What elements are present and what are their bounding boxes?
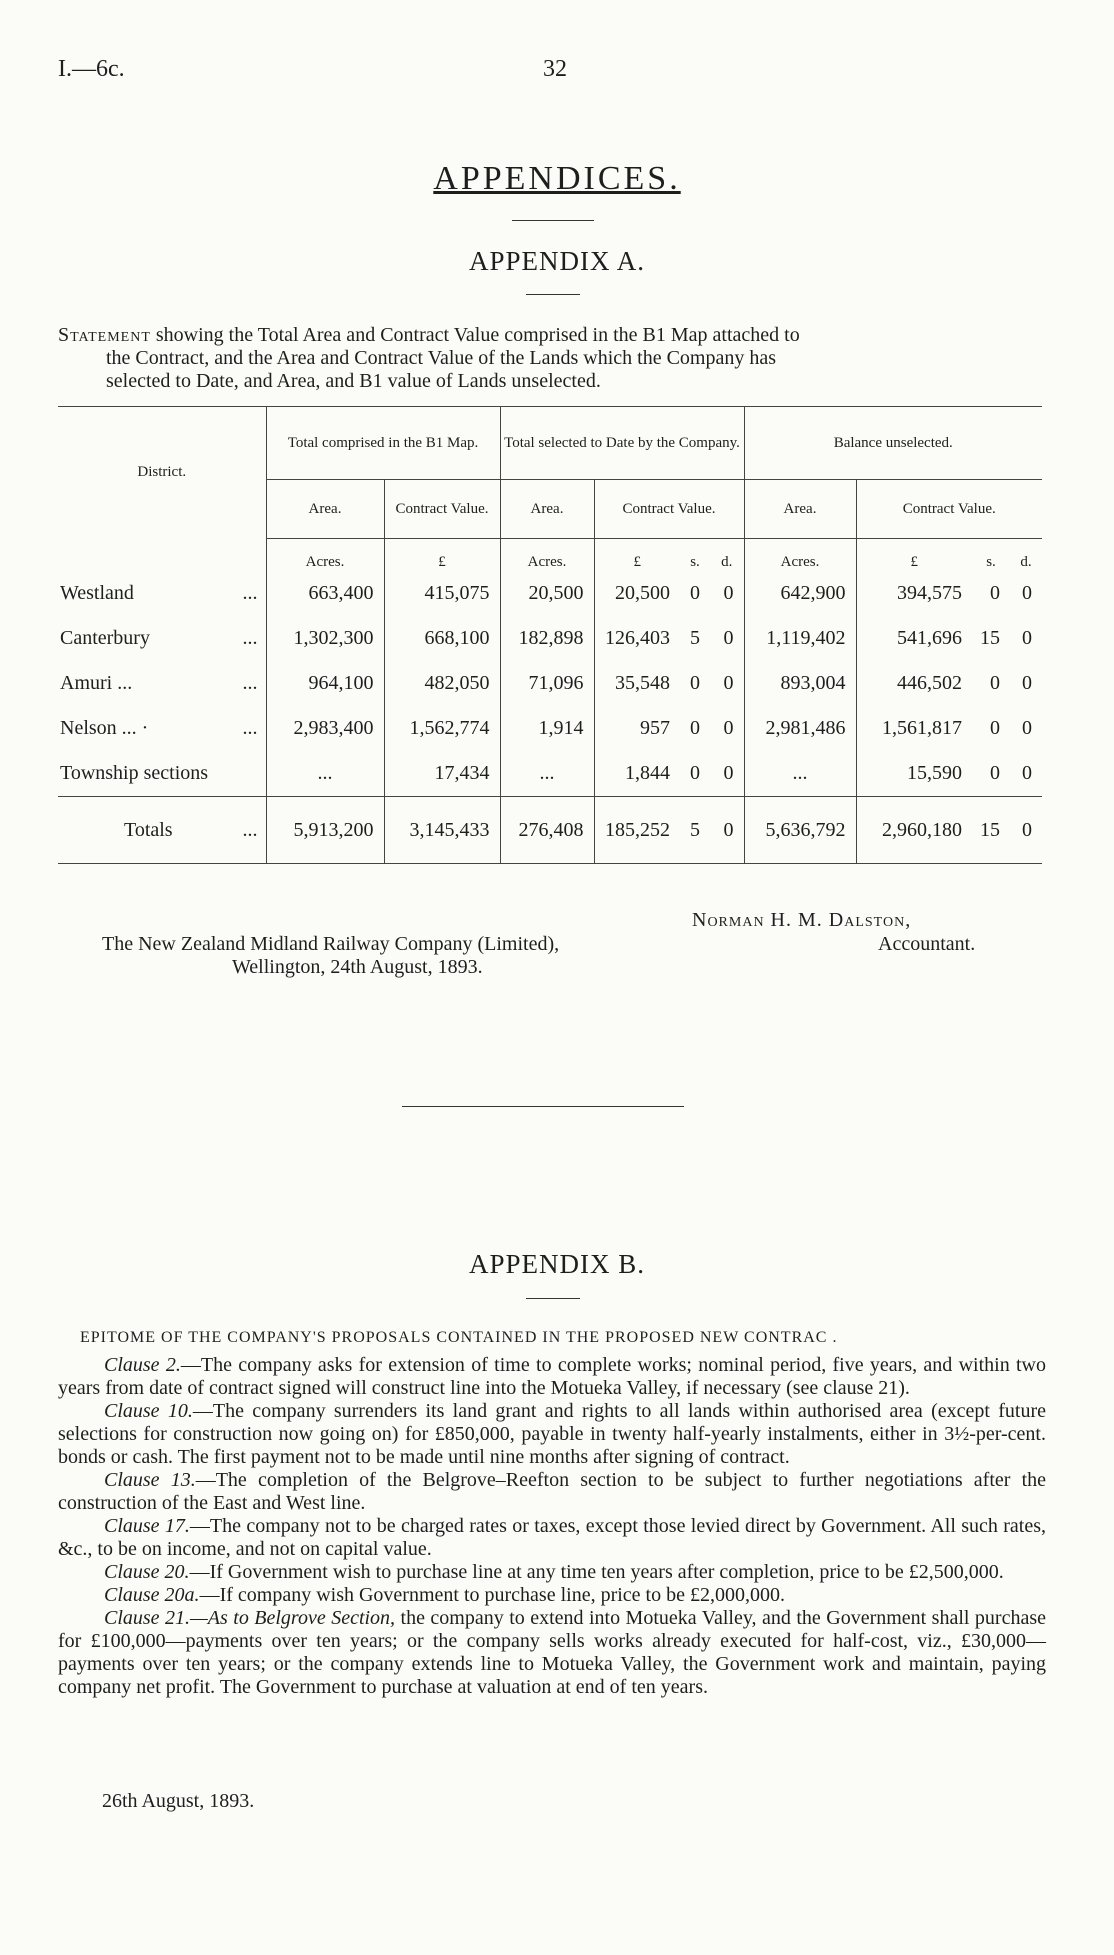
unit-pence: d. [1020, 554, 1032, 570]
clause-label: Clause 20. [104, 1561, 190, 1583]
table-row [58, 661, 1042, 706]
balance-pounds: 1,561,817 [856, 706, 972, 751]
appendices-title: APPENDICES. [433, 160, 681, 197]
selected-area-total: 276,408 [500, 797, 594, 864]
selected-pounds-total: 185,252 [594, 797, 680, 864]
balance-pounds: 541,696 [856, 616, 972, 661]
balance-pence: 0 [1022, 582, 1032, 604]
selected-pounds: 957 [594, 706, 680, 751]
page-number: 32 [543, 56, 567, 82]
totals-row [58, 797, 1042, 864]
leader-dots: ... [242, 672, 258, 694]
leader-dots: ... [242, 717, 258, 739]
col-district: District. [58, 407, 266, 539]
clause-text: —If company wish Government to purchase line, price to be £2,000,000. [199, 1584, 785, 1606]
b1-area-total: 5,913,200 [266, 797, 384, 864]
balance-shillings: 0 [990, 582, 1000, 604]
selected-shillings: 0 [690, 717, 700, 739]
statement-line: showing the Total Area and Contract Value comprised in the B1 Map attached to [150, 324, 800, 346]
balance-pence: 0 [1022, 672, 1032, 694]
selected-pence-total: 0 [710, 797, 744, 864]
balance-shillings-total: 15 [972, 797, 1010, 864]
totals-label: Totals [124, 818, 173, 841]
clause-text: —If Government wish to purchase line at any time ten years after completion, price to be £2,500,000. [189, 1561, 1004, 1583]
balance-pounds: 394,575 [856, 571, 972, 616]
balance-shillings: 15 [980, 627, 1000, 649]
b1-area: 964,100 [266, 661, 384, 706]
table-row [58, 616, 1042, 661]
group-selected: Total selected to Date by the Company. [500, 407, 744, 480]
units-row [58, 539, 1042, 572]
selected-pounds: 126,403 [594, 616, 680, 661]
b1-value-total: 3,145,433 [384, 797, 500, 864]
balance-pence-total: 0 [1010, 797, 1042, 864]
col-contract-value: Contract Value. [384, 480, 500, 539]
unit-pound: £ [856, 539, 972, 572]
balance-pounds: 15,590 [856, 751, 972, 797]
clause-text: —The company asks for extension of time to complete works; nominal period, five years, and within two years from date of contract signed will construct line into the Motueka Valley, if necessary (see clause 21). [58, 1354, 1047, 1399]
divider [512, 220, 594, 221]
selected-shillings-total: 5 [680, 797, 710, 864]
leader-dots: ... [242, 818, 258, 841]
b1-value: 1,562,774 [384, 706, 500, 751]
clause-text: —The completion of the Belgrove–Reefton section to be subject to further negotiations after the construction of the East and West line. [58, 1469, 1046, 1514]
selected-area: 20,500 [500, 571, 594, 616]
clause-label: Clause 10. [104, 1400, 193, 1422]
unit-pence: d. [721, 554, 733, 570]
selected-shillings: 5 [690, 627, 700, 649]
statement-line: selected to Date, and Area, and B1 value of Lands unselected. [106, 370, 601, 392]
balance-pence: 0 [1022, 627, 1032, 649]
col-area: Area. [500, 480, 594, 539]
divider [526, 1298, 580, 1299]
balance-shillings: 0 [990, 717, 1000, 739]
clause-paragraph [58, 1584, 1046, 1607]
clause-label: Clause 2. [104, 1354, 181, 1376]
clause-paragraph [58, 1607, 1046, 1699]
district-name: Canterbury [60, 627, 150, 649]
balance-area: 1,119,402 [744, 616, 856, 661]
clause-label: Clause 21.—As to Belgrove Section, [104, 1607, 396, 1629]
selected-pence: 0 [723, 672, 734, 694]
statement-table [58, 406, 1042, 864]
company-name: The New Zealand Midland Railway Company (Limited), [102, 933, 560, 955]
b1-area: 2,983,400 [266, 706, 384, 751]
selected-pence: 0 [723, 717, 734, 739]
table-row [58, 571, 1042, 616]
balance-pounds: 446,502 [856, 661, 972, 706]
balance-pounds-total: 2,960,180 [856, 797, 972, 864]
selected-shillings: 0 [690, 672, 700, 694]
leader-dots: ... [242, 582, 258, 604]
selected-pounds: 1,844 [594, 751, 680, 797]
appendix-b-heading: APPENDIX B. [468, 1249, 646, 1279]
selected-area: 1,914 [500, 706, 594, 751]
balance-area: 893,004 [744, 661, 856, 706]
unit-shillings: s. [690, 554, 700, 570]
balance-shillings: 0 [990, 672, 1000, 694]
balance-pence: 0 [1022, 762, 1032, 784]
leader-dots: ... [242, 627, 258, 649]
appendix-a-heading: APPENDIX A. [468, 246, 646, 276]
selected-pence: 0 [723, 582, 734, 604]
col-area: Area. [744, 480, 856, 539]
statement-line: the Contract, and the Area and Contract Value of the Lands which the Company has [106, 347, 776, 369]
group-b1-map: Total comprised in the B1 Map. [266, 407, 500, 480]
place-date: Wellington, 24th August, 1893. [232, 956, 483, 978]
signatory-title: Accountant. [878, 933, 976, 955]
clause-label: Clause 17. [104, 1515, 190, 1537]
statement-lead: Statement [58, 324, 151, 346]
selected-pounds: 20,500 [594, 571, 680, 616]
selected-area: 182,898 [500, 616, 594, 661]
selected-shillings: 0 [690, 762, 700, 784]
section-separator [402, 1106, 684, 1107]
clauses-block [58, 1354, 1046, 1699]
b1-value: 17,434 [384, 751, 500, 797]
balance-area: 2,981,486 [744, 706, 856, 751]
b1-value: 668,100 [384, 616, 500, 661]
clause-paragraph [58, 1515, 1046, 1561]
clause-text: —The company surrenders its land grant and rights to all lands within authorised area (except future selections for construction now going on) for £850,000, payable in twenty half-yearly instalments, either in 3½-per-cent. bonds or cash. The first payment not to be made until nine months after signing of contract. [58, 1400, 1046, 1468]
b1-value: 415,075 [384, 571, 500, 616]
b1-area: 1,302,300 [266, 616, 384, 661]
clause-paragraph [58, 1561, 1046, 1584]
selected-shillings: 0 [690, 582, 700, 604]
page-reference: I.—6c. [58, 56, 125, 82]
unit-pound: £ [594, 539, 680, 572]
signatory-name: Norman H. M. Dalston, [692, 909, 912, 931]
clause-text: —The company not to be charged rates or taxes, except those levied direct by Government. All such rates, &c., to be on income, and not on capital value. [58, 1515, 1046, 1560]
balance-area: ... [744, 751, 856, 797]
b1-area: ... [266, 751, 384, 797]
unit-shillings: s. [986, 554, 996, 570]
balance-shillings: 0 [990, 762, 1000, 784]
selected-area: ... [500, 751, 594, 797]
selected-pence: 0 [723, 762, 734, 784]
unit-acres: Acres. [266, 539, 384, 572]
district-name: Township sections [60, 762, 209, 784]
district-name: Westland [60, 582, 134, 604]
table-row [58, 751, 1042, 797]
table-row [58, 706, 1042, 751]
selected-area: 71,096 [500, 661, 594, 706]
closing-date: 26th August, 1893. [102, 1790, 255, 1812]
unit-acres: Acres. [744, 539, 856, 572]
district-name: Nelson ... · [60, 717, 149, 739]
clause-paragraph [58, 1400, 1046, 1469]
balance-pence: 0 [1022, 717, 1032, 739]
clause-label: Clause 13. [104, 1469, 196, 1491]
clause-text: the company to extend into Motueka Valley, and the Government shall purchase for £100,000—payments over ten years; or the company sells works already executed for half-cost, viz., £30,000—payments over ten years; or the company extends line to Motueka Valley, the Government work and maintain, paying company net profit. The Government to purchase at valuation at end of ten years. [58, 1607, 1046, 1698]
clause-paragraph [58, 1469, 1046, 1515]
district-name: Amuri ... [60, 672, 133, 694]
selected-pounds: 35,548 [594, 661, 680, 706]
clause-label: Clause 20a. [104, 1584, 200, 1606]
balance-area-total: 5,636,792 [744, 797, 856, 864]
col-contract-value: Contract Value. [594, 480, 744, 539]
selected-pence: 0 [723, 627, 734, 649]
divider [526, 294, 580, 295]
b1-area: 663,400 [266, 571, 384, 616]
unit-pound: £ [384, 539, 500, 572]
unit-acres: Acres. [500, 539, 594, 572]
col-area: Area. [266, 480, 384, 539]
statement-paragraph [58, 324, 1046, 393]
b1-value: 482,050 [384, 661, 500, 706]
group-balance: Balance unselected. [744, 407, 1042, 480]
clause-paragraph [58, 1354, 1046, 1400]
balance-area: 642,900 [744, 571, 856, 616]
col-contract-value: Contract Value. [856, 480, 1042, 539]
epitome-title: EPITOME OF THE COMPANY'S PROPOSALS CONTAINED IN THE PROPOSED NEW CONTRAC . [80, 1329, 838, 1346]
